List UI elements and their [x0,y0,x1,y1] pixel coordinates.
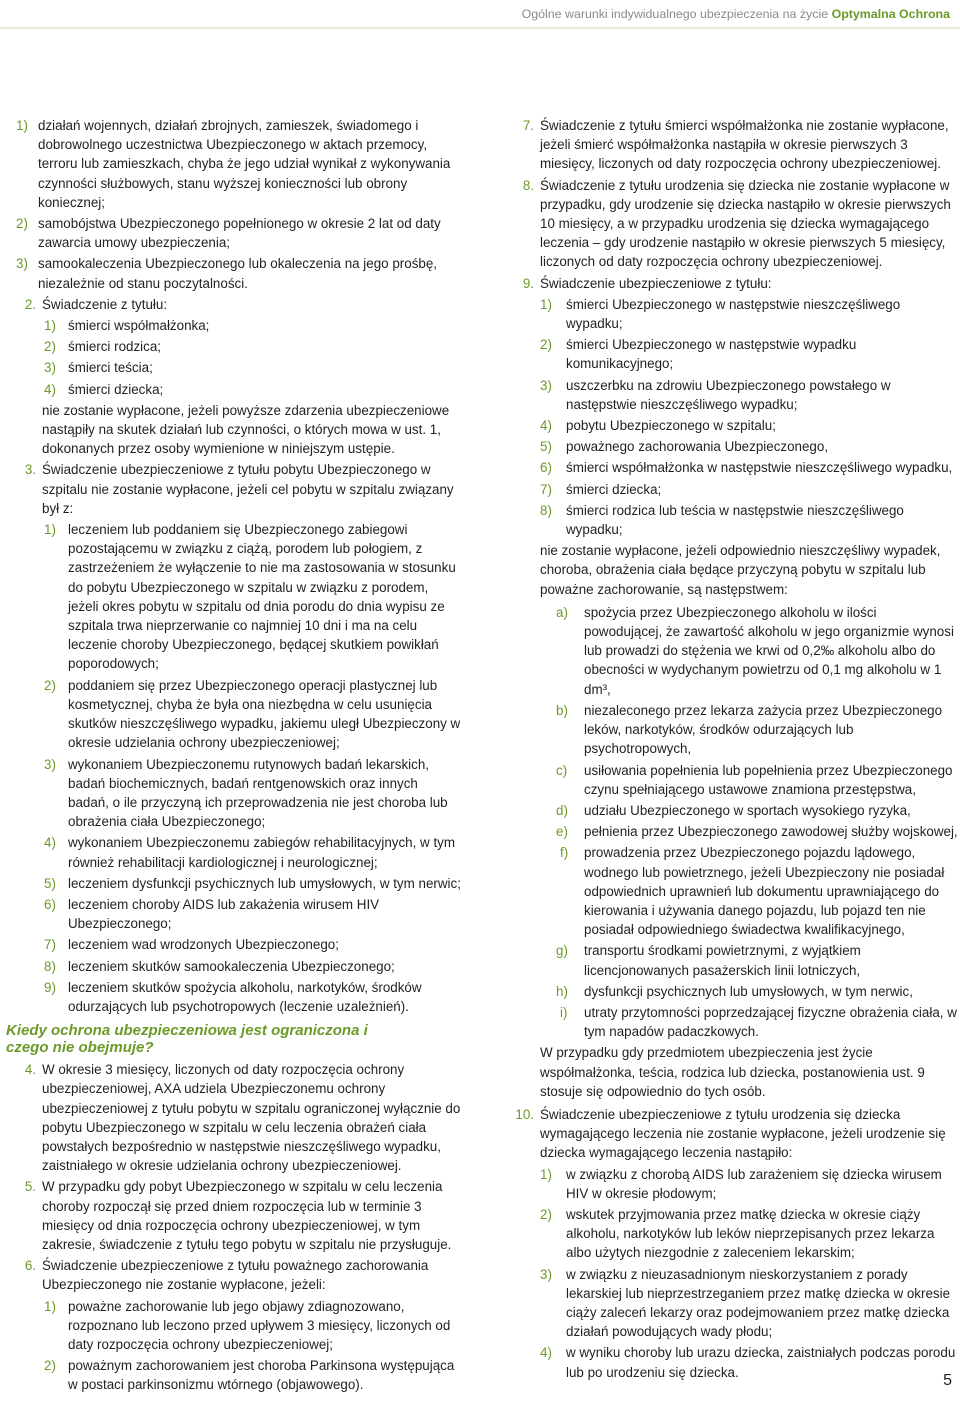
page-number: 5 [943,1371,952,1389]
list-item: 1) w związku z chorobą AIDS lub zarażeniem się dziecka wirusem HIV w okresie płodowym; [540,1166,942,1201]
list-item: 2) śmierci Ubezpieczonego w następstwie wypadku komunikacyjnego; [540,337,857,372]
list-item: 6) śmierci współmałżonka w następstwie nieszczęśliwego wypadku, [540,460,953,476]
list-item: d) udziału Ubezpieczonego w sportach wysokiego ryzyka, [556,802,911,818]
list-item: 2) samobójstwa Ubezpieczonego popełnionego w okresie 2 lat od daty zawarcia umowy ubezpieczenia; [16,216,441,251]
list-item: 8) śmierci rodzica lub teścia w następstwie nieszczęśliwego wypadku; [540,502,904,538]
list-item: 3) samookaleczenia Ubezpieczonego lub okaleczenia na jego prośbę, niezależnie od stanu poczytalności. [16,256,438,291]
header-brand: Optymalna Ochrona [831,7,950,21]
list-item: 1) leczeniem lub poddaniem się Ubezpieczonego zabiegowi pozostającemu w związku z ciążą, porodem lub połogiem, z zastrzeżeniem że wyłączenie to nie ma zastosowania w stosunku do pobytu Ubezpieczonego w szpitalu w związku z porodem, jeżeli okres pobytu w szpitalu od dnia porodu do dnia wypisu ze szpitala trwa nieprzerwanie co najmniej 10 dni i ma na celu leczenie choroby Ubezpieczonego, będącej skutkiem powikłań poporodowych; [44,522,456,672]
clause-9-final: W przypadku gdy przedmiotem ubezpieczenia jest życie współmałżonka, teścia, rodzica lub dziecka, postanowienia ust. 9 stosuje się odpowiednio do tych osób. [540,1045,925,1099]
list-item: 1) śmierci współmałżonka; [44,318,210,334]
list-item: 7) leczeniem wad wrodzonych Ubezpieczonego; [44,937,339,953]
list-item: 5) leczeniem dysfunkcji psychicznych lub umysłowych, w tym nerwic; [44,875,461,891]
list-item: 2) poddaniem się przez Ubezpieczonego operacji plastycznej lub kosmetycznej, chyba że była ona niezbędna w celu usunięcia skutków nieszczęśliwego wypadku, jakiemu uległ Ubezpieczony w okresie udzielania ochrony ubezpieczeniowej; [44,677,461,751]
clause-9: 9. Świadczenie ubezpieczeniowe z tytułu: [522,275,772,291]
clause-2: 2. Świadczenie z tytułu: [24,296,168,312]
list-item: 1) poważne zachorowanie lub jego objawy zdiagnozowano, rozpoznano lub leczono przed upływem 3 miesięcy, liczonych od daty rozpoczęcia ochrony ubezpieczeniowej; [44,1298,451,1352]
list-item: 7) śmierci dziecka; [540,481,662,497]
list-item: b) niezaleconego przez lekarza zażycia przez Ubezpieczonego leków, narkotyków, środków odurzających lub psychotropowych, [556,702,943,757]
list-item: i) utraty przytomności poprzedzającej fizyczne obrażenia ciała, w tym napadów padaczkowych. [560,1004,957,1040]
list-item: 4) pobytu Ubezpieczonego w szpitalu; [540,418,776,434]
running-header [522,7,950,21]
list-item: a) spożycia przez Ubezpieczonego alkoholu w ilości powodującej, że zawartość alkoholu w jego organizmie wynosi lub prowadzi do stężenia we krwi od 0,2‰ alkoholu albo do obecności w wydychanym powietrzu od 0,1 mg alkoholu w 1 dm³, [556,604,954,697]
list-item: f) prowadzenia przez Ubezpieczonego pojazdu lądowego, wodnego lub powietrznego, jeżeli Ubezpieczony nie posiadał odpowiednich uprawnień lub dokumentu uprawniającego do kierowania i używania danego pojazdu, lub pojazd ten nie posiadał odpowiedniego świadectwa kwalifikacyjnego, [560,845,945,938]
list-item: 2) śmierci rodzica; [44,339,162,355]
clause-5: 5. W przypadku gdy pobyt Ubezpieczonego w szpitalu w celu leczenia choroby rozpoczął się przed dniem rozpoczęcia lub w terminie 3 miesięcy od dnia rozpoczęcia ochrony ubezpieczeniowej, w tym zakresie, świadczenie z tytułu tego pobytu w szpitalu nie przysługuje. [24,1179,452,1252]
list-item: c) usiłowania popełnienia lub popełnienia przez Ubezpieczonego czynu spełniającego ustawowe znamiona przestępstwa, [556,762,953,797]
list-item: 3) śmierci teścia; [44,360,153,376]
list-item: 4) wykonaniem Ubezpieczonemu zabiegów rehabilitacyjnych, w tym również rehabilitacji kardiologicznej i neurologicznej; [44,835,456,870]
clause-8: 8. Świadczenie z tytułu urodzenia się dziecka nie zostanie wypłacone w przypadku, gdy urodzenie się dziecka nastąpiło w okresie pierwszych 10 miesięcy, a w przypadku urodzenia się dziecka wymagającego leczenia – gdy urodzenie nastąpiło w okresie pierwszych 5 miesięcy, liczonych od daty rozpoczęcia ochrony ubezpieczeniowej. [522,177,951,270]
clause-9-tail: nie zostanie wypłacone, jeżeli odpowiednio nieszczęśliwy wypadek, choroba, obrażenia ciała będące przyczyną pobytu w szpitalu lub poważne zachorowanie, są następstwem: [540,543,941,597]
list-item: 2) wskutek przyjmowania przez matkę dziecka w okresie ciąży alkoholu, narkotyków lub leków nieprzepisanych przez lekarza albo użytych niezgodnie z zaleceniem lekarskim; [540,1206,935,1261]
list-item: 9) leczeniem skutków spożycia alkoholu, narkotyków, środków odurzających lub psychotropowych (leczenie uzależnień). [44,979,422,1014]
list-item: h) dysfunkcji psychicznych lub umysłowych, w tym nerwic, [556,983,913,999]
list-item: 3) uszczerbku na zdrowiu Ubezpieczonego powstałego w następstwie nieszczęśliwego wypadku; [540,377,891,412]
list-item: 8) leczeniem skutków samookaleczenia Ubezpieczonego; [44,958,395,974]
list-item: 6) leczeniem choroby AIDS lub zakażenia wirusem HIV Ubezpieczonego; [44,896,380,932]
list-item: e) pełnienia przez Ubezpieczonego zawodowej służby wojskowej, [556,824,958,840]
list-item: 4) śmierci dziecka; [44,381,164,397]
list-item: 1) śmierci Ubezpieczonego w następstwie nieszczęśliwego wypadku; [540,296,901,332]
list-item: 4) w wyniku choroby lub urazu dziecka, zaistniałych podczas porodu lub po urodzeniu się dziecka. [540,1345,956,1380]
section-heading: Kiedy ochrona ubezpieczeniowa jest ograniczona i czego nie obejmuje? [6,1022,368,1057]
clause-2-tail: nie zostanie wypłacone, jeżeli powyższe zdarzenia ubezpieczeniowe nastąpiły na skutek działań lub czynności, o których mowa w ust. 1, dokonanych przez osoby wymienione w niniejszym ustępie. [42,402,450,457]
list-item: g) transportu środkami powietrznymi, z wyjątkiem licencjonowanych pasażerskich linii lotniczych, [556,943,861,978]
list-item: 1) działań wojennych, działań zbrojnych, zamieszek, świadomego i dobrowolnego uczestnictwa Ubezpieczonego w aktach przemocy, terroru lub zamieszkach, chyba że jego udział wynikał z wykonywania czynności służbowych, stanu wyższej konieczności lub obrony koniecznej; [16,118,451,210]
left-column [6,116,462,1397]
list-item: 2) poważnym zachorowaniem jest choroba Parkinsona występująca w postaci parkinsonizmu wtórnego (objawowego). [44,1358,455,1393]
right-column [510,116,958,1384]
clause-10: 10. Świadczenie ubezpieczeniowe z tytułu urodzenia się dziecka wymagającego leczenia nie zostanie wypłacone, jeżeli urodzenie się dziecka wymagającego leczenia nastąpiło: [515,1106,946,1161]
clause-4: 4. W okresie 3 miesięcy, liczonych od daty rozpoczęcia ochrony ubezpieczeniowej, AXA udziela Ubezpieczonemu ochrony ubezpieczeniowej z tytułu pobytu w szpitalu ograniczonej wyłącznie do pobytu Ubezpieczonego w szpitalu w celu leczenia obrażeń ciała powstałych bezpośrednio w następstwie nieszczęśliwego wypadku, zaistniałego w okresie udzielania ochrony ubezpieczeniowej. [24,1062,461,1174]
clause-7: 7. Świadczenie z tytułu śmierci współmałżonka nie zostanie wypłacone, jeżeli śmierć współmałżonka nastąpiła w okresie pierwszych 3 miesięcy, liczonych od daty rozpoczęcia ochrony ubezpieczeniowej. [522,118,949,172]
clause-6: 6. Świadczenie ubezpieczeniowe z tytułu poważnego zachorowania Ubezpieczonego nie zostanie wypłacone, jeżeli: [24,1258,429,1293]
header-divider [0,27,960,29]
header-title: Ogólne warunki indywidualnego ubezpieczenia na życie [521,7,829,21]
clause-3: 3. Świadczenie ubezpieczeniowe z tytułu pobytu Ubezpieczonego w szpitalu nie zostanie wypłacone, jeżeli cel pobytu w szpitalu związany był z: [24,462,454,516]
list-item: 5) poważnego zachorowania Ubezpieczonego, [540,439,829,455]
list-item: 3) w związku z nieuzasadnionym nieskorzystaniem z porady lekarskiej lub nieprzestrzeganiem przez matkę dziecka w okresie ciąży zaleceń lekarzy oraz podejmowaniem przez matkę dziecka działań powodujących wady płodu; [540,1266,951,1340]
list-item: 3) wykonaniem Ubezpieczonemu rutynowych badań lekarskich, badań biochemicznych, badań rentgenowskich oraz innych badań, o ile przyczyną ich przeprowadzenia nie jest choroba lub obrażenia ciała Ubezpieczonego; [44,756,448,830]
